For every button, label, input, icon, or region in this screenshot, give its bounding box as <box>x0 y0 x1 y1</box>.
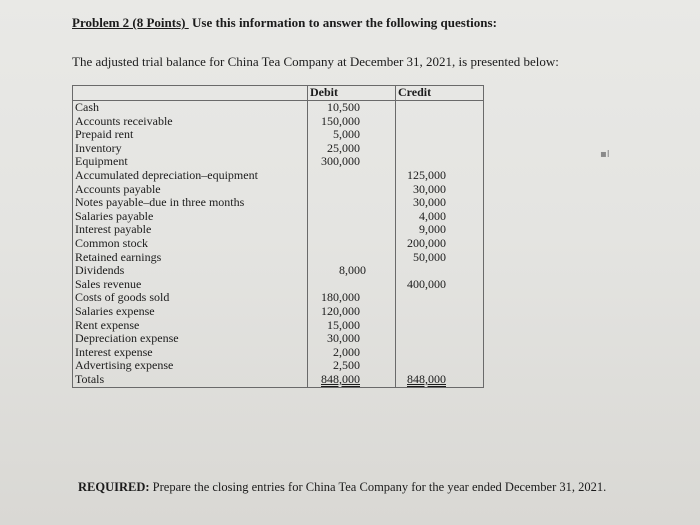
table-body-row <box>73 101 484 388</box>
credit-value: 4,000 <box>419 208 446 223</box>
expense-debit: 180,000 <box>321 290 360 305</box>
expense-debit: 30,000 <box>327 331 360 346</box>
account-name: Salaries expense <box>75 303 155 318</box>
problem-label: Problem 2 (8 Points) <box>72 15 186 30</box>
account-name: Prepaid rent <box>75 127 134 142</box>
problem-heading <box>72 15 497 31</box>
required-label: REQUIRED: <box>78 480 150 494</box>
required-text: Prepare the closing entries for China Tea Company for the year ended December 31, 2021. <box>152 480 607 494</box>
account-name: Inventory <box>75 140 122 155</box>
account-name: Interest payable <box>75 222 152 237</box>
credit-value: 200,000 <box>407 235 446 250</box>
credit-spacer <box>398 264 481 278</box>
required-instruction <box>78 479 648 495</box>
account-name: Cash <box>75 100 99 114</box>
debit-column <box>308 101 396 388</box>
account-name: Accounts receivable <box>75 113 173 128</box>
trial-balance-table <box>72 85 484 388</box>
account-name: Interest expense <box>75 344 153 359</box>
credit-value: 30,000 <box>413 181 446 196</box>
expense-debit: 120,000 <box>321 303 360 318</box>
debit-value: 5,000 <box>333 127 360 142</box>
account-column <box>73 101 308 388</box>
account-name: Accumulated depreciation–equipment <box>75 167 258 182</box>
problem-instruction: Use this information to answer the following questions: <box>192 15 497 30</box>
credit-header: Credit <box>396 86 484 101</box>
credit-value: 125,000 <box>407 168 446 182</box>
credit-value: 9,000 <box>419 222 446 237</box>
intro-text: The adjusted trial balance for China Tea Company at December 31, 2021, is presented below: <box>72 54 559 69</box>
debit-spacer <box>310 169 393 264</box>
total-credit: 848,000 <box>407 371 446 386</box>
debit-value: 300,000 <box>321 154 360 169</box>
credit-spacer <box>398 101 481 169</box>
account-header <box>73 86 308 101</box>
account-name: Accounts payable <box>75 181 161 196</box>
expense-debit: 2,500 <box>333 358 360 373</box>
margin-mark-icon: ▪Ⅰ <box>600 149 610 160</box>
debit-value: 150,000 <box>321 113 360 128</box>
account-name: Notes payable–due in three months <box>75 195 245 210</box>
account-name: Salaries payable <box>75 208 154 223</box>
credit-value: 50,000 <box>413 249 446 264</box>
debit-value: 25,000 <box>327 140 360 155</box>
account-name: Rent expense <box>75 317 140 332</box>
expense-debit: 15,000 <box>327 317 360 332</box>
dividends-debit: 8,000 <box>339 263 366 278</box>
debit-spacer <box>310 278 393 292</box>
account-name: Costs of goods sold <box>75 290 170 305</box>
account-name: Common stock <box>75 235 149 250</box>
account-name-totals: Totals <box>75 371 105 386</box>
total-debit: 848,000 <box>321 371 360 386</box>
expense-debit: 2,000 <box>333 344 360 359</box>
credit-column <box>396 101 484 388</box>
credit-value: 30,000 <box>413 195 446 210</box>
account-name: Equipment <box>75 154 128 169</box>
sales-credit: 400,000 <box>407 276 446 291</box>
table-header-row <box>73 86 484 101</box>
debit-value: 10,500 <box>327 100 360 114</box>
account-name: Dividends <box>75 263 125 278</box>
account-name: Retained earnings <box>75 249 162 264</box>
account-name: Depreciation expense <box>75 331 179 346</box>
credit-spacer <box>398 291 481 373</box>
debit-header: Debit <box>308 86 396 101</box>
account-name: Sales revenue <box>75 276 142 291</box>
account-name: Advertising expense <box>75 358 174 373</box>
